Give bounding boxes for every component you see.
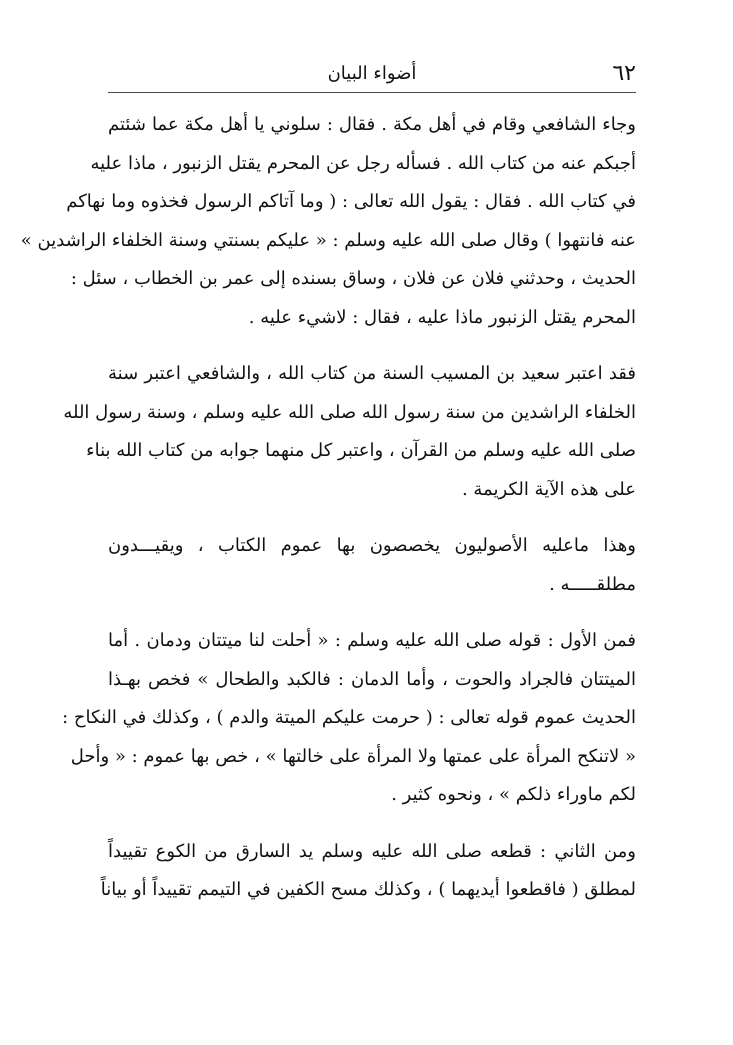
paragraph-2 [63, 355, 636, 509]
text-line: على هذه الآية الكريمة . [461, 478, 636, 500]
body-text [20, 106, 636, 910]
paragraph-1 [20, 106, 636, 337]
text-line: الحديث عموم قوله تعالى : ( حرمت عليكم الميتة والدم ) ، وكذلك في النكاح : [62, 707, 636, 728]
text-line: لكم ماوراء ذلكم » ، ونحوه كثير . [391, 784, 636, 805]
text-line: وهذا ماعليه الأصوليون يخصصون بها عموم الكتاب ، ويقيـــدون [108, 535, 636, 556]
text-line: فقد اعتبر سعيد بن المسيب السنة من كتاب الله ، والشافعي اعتبر سنة [108, 363, 636, 384]
paragraph-3 [108, 527, 636, 604]
text-line: في كتاب الله . فقال : يقول الله تعالى : ( وما آتاكم الرسول فخذوه وما نهاكم [66, 191, 636, 212]
text-line: ومن الثاني : قطعه صلى الله عليه وسلم يد السارق من الكوع تقييداً [108, 840, 636, 862]
text-line: لمطلق ( فاقطعوا أيديهما ) ، وكذلك مسح الكفين في التيمم تقييداً أو بياناً [100, 879, 636, 900]
text-line: صلى الله عليه وسلم من القرآن ، واعتبر كل منهما جوابه من كتاب الله بناء [86, 440, 636, 461]
text-line: وجاء الشافعي وقام في أهل مكة . فقال : سلوني يا أهل مكة عما شئتم [108, 114, 636, 135]
text-line: مطلقـــــه . [549, 573, 636, 595]
text-line: « لاتنكح المرأة على عمتها ولا المرأة على خالتها » ، خص بها عموم : « وأحل [70, 745, 636, 767]
paragraph-4 [62, 622, 636, 815]
text-line: الميتتان فالجراد والحوت ، وأما الدمان : فالكبد والطحال » فخص بهـذا [108, 668, 636, 690]
running-title: أضواء البيان [327, 63, 417, 84]
paragraph-5 [100, 833, 636, 910]
text-line: فمن الأول : قوله صلى الله عليه وسلم : « أحلت لنا ميتتان ودمان . أما [108, 630, 636, 651]
page-header [108, 58, 636, 90]
text-line: أجبكم عنه من كتاب الله . فسأله رجل عن المحرم يقتل الزنبور ، ماذا عليه [90, 152, 636, 174]
text-line: الحديث ، وحدثني فلان عن فلان ، وساق بسنده إلى عمر بن الخطاب ، سئل : [70, 268, 636, 289]
text-line: عنه فانتهوا ) وقال صلى الله عليه وسلم : « عليكم بسنتي وسنة الخلفاء الراشدين » [20, 229, 636, 251]
header-divider [108, 92, 636, 93]
page-number: ٦٢ [612, 61, 636, 86]
text-line: المحرم يقتل الزنبور ماذا عليه ، فقال : لاشيء عليه . [248, 306, 636, 328]
text-line: الخلفاء الراشدين من سنة رسول الله صلى الله عليه وسلم ، وسنة رسول الله [63, 401, 636, 423]
